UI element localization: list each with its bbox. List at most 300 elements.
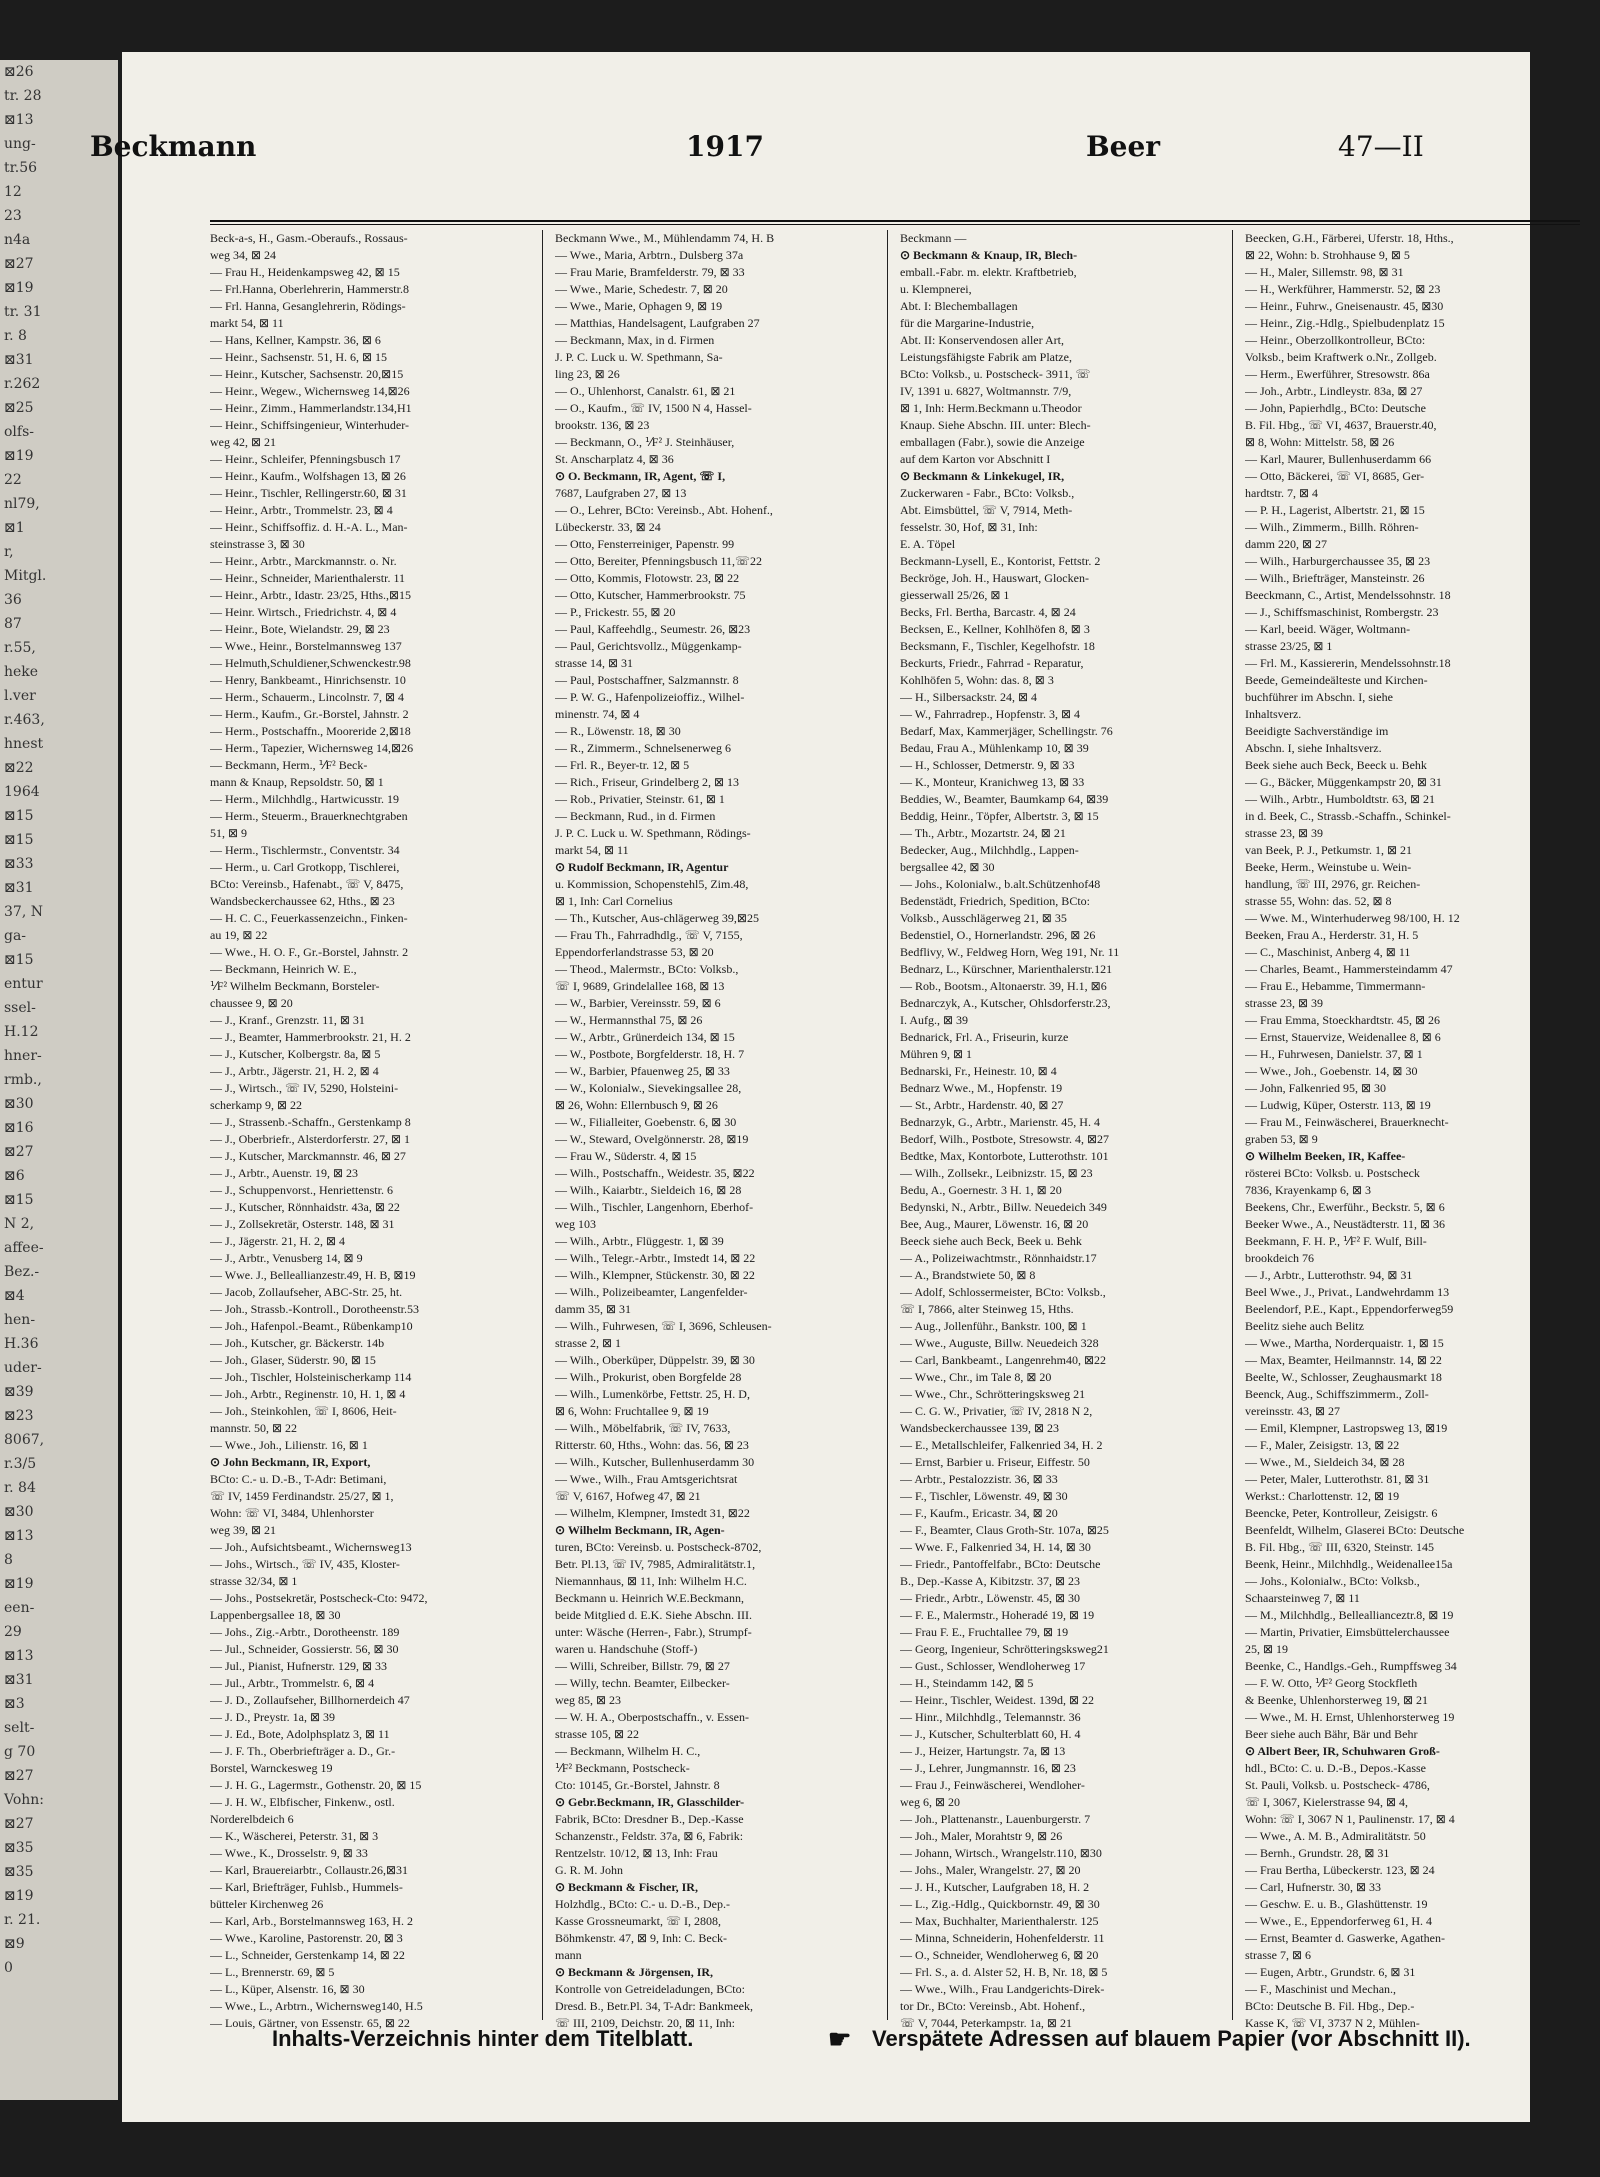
directory-entry-line: — Heinr., Schleifer, Pfenningsbusch 17: [210, 452, 401, 466]
directory-entry-line: B. Fil. Hbg., ☏ III, 6320, Steinstr. 145: [1245, 1540, 1435, 1554]
directory-entry-line: Bednarz, L., Kürschner, Marienthalerstr.121: [900, 962, 1113, 976]
directory-entry-line: weg 39, ⊠ 21: [210, 1523, 277, 1537]
directory-entry-line: Lappenbergsallee 18, ⊠ 30: [210, 1608, 341, 1622]
previous-page-fragment: H.12: [4, 1024, 39, 1040]
directory-entry-line: E. A. Töpel: [900, 537, 956, 551]
column-separator: [887, 230, 888, 2020]
directory-entry-line: — P., Frickestr. 55, ⊠ 20: [555, 605, 676, 619]
directory-entry-line: — J. H. W., Elbfischer, Finkenw., ostl.: [210, 1795, 395, 1809]
directory-entry-line: — J., Arbtr., Jägerstr. 21, H. 2, ⊠ 4: [210, 1064, 379, 1078]
directory-entry-line: — Johs., Kolonialw., b.alt.Schützenhof48: [900, 877, 1101, 891]
directory-entry-line: brookdeich 76: [1245, 1251, 1314, 1265]
directory-entry-line: — Minna, Schneiderin, Hohenfelderstr. 11: [900, 1931, 1105, 1945]
directory-entry-line: Bee, Aug., Maurer, Löwenstr. 16, ⊠ 20: [900, 1217, 1089, 1231]
previous-page-fragment: ⊠19: [4, 280, 34, 296]
previous-page-fragment: r. 21.: [4, 1912, 41, 1928]
directory-entry-line: — Heinr. Wirtsch., Friedrichstr. 4, ⊠ 4: [210, 605, 397, 619]
directory-entry-line: — Ernst, Stauervize, Weidenallee 8, ⊠ 6: [1245, 1030, 1441, 1044]
directory-entry-line: Bednarz Wwe., M., Hopfenstr. 19: [900, 1081, 1063, 1095]
previous-page-fragment: rmb.,: [4, 1072, 42, 1088]
directory-entry-line: Mühren 9, ⊠ 1: [900, 1047, 973, 1061]
previous-page-fragment: tr. 28: [4, 88, 42, 104]
directory-entry-line: — Wilh., Arbtr., Humboldtstr. 63, ⊠ 21: [1245, 792, 1436, 806]
directory-entry-line: — Wilh., Harburgerchaussee 35, ⊠ 23: [1245, 554, 1431, 568]
directory-entry-line: graben 53, ⊠ 9: [1245, 1132, 1318, 1146]
directory-entry-line: Eppendorferlandstrasse 53, ⊠ 20: [555, 945, 714, 959]
previous-page-fragment: l.ver: [4, 688, 36, 704]
directory-entry-line: — H., Schlosser, Detmerstr. 9, ⊠ 33: [900, 758, 1075, 772]
directory-entry-line: minenstr. 74, ⊠ 4: [555, 707, 640, 721]
directory-entry-line: — J., Schiffsmaschinist, Rombergstr. 23: [1245, 605, 1439, 619]
directory-entry-line: emballagen (Fabr.), sowie die Anzeige: [900, 435, 1085, 449]
directory-entry-line: Beckurts, Friedr., Fahrrad - Reparatur,: [900, 656, 1084, 670]
directory-entry-line: ⊙ O. Beckmann, IR, Agent, ☏ I,: [555, 469, 726, 483]
previous-page-fragment: affee-: [4, 1240, 44, 1256]
directory-entry-line: — J., Arbtr., Lutterothstr. 94, ⊠ 31: [1245, 1268, 1413, 1282]
directory-entry-line: — John, Falkenried 95, ⊠ 30: [1245, 1081, 1387, 1095]
directory-entry-line: fesselstr. 30, Hof, ⊠ 31, Inh:: [900, 520, 1038, 534]
directory-entry-line: — Wwe. F., Falkenried 34, H. 14, ⊠ 30: [900, 1540, 1091, 1554]
directory-entry-line: Bednarski, Fr., Heinestr. 10, ⊠ 4: [900, 1064, 1057, 1078]
directory-entry-line: ⊙ Beckmann & Jörgensen, IR,: [555, 1965, 714, 1979]
directory-entry-line: — Wwe., K., Drosselstr. 9, ⊠ 33: [210, 1846, 368, 1860]
directory-entry-line: Wohn: ☏ VI, 3484, Uhlenhorster: [210, 1506, 374, 1520]
directory-entry-line: — P. W. G., Hafenpolizeioffiz., Wilhel-: [555, 690, 745, 704]
directory-entry-line: — F. W. Otto, ⅟F² Georg Stockfleth: [1245, 1676, 1418, 1690]
directory-entry-line: — Frl. S., a. d. Alster 52, H. B, Nr. 18, ⊠ 5: [900, 1965, 1108, 1979]
directory-entry-line: BCto: Deutsche B. Fil. Hbg., Dep.-: [1245, 1999, 1415, 2013]
directory-entry-line: — L., Zig.-Hdlg., Quickbornstr. 49, ⊠ 30: [900, 1897, 1100, 1911]
directory-entry-line: ☏ IV, 1459 Ferdinandstr. 25/27, ⊠ 1,: [210, 1489, 394, 1503]
directory-entry-line: — E., Metallschleifer, Falkenried 34, H. 2: [900, 1438, 1103, 1452]
directory-entry-line: brookstr. 136, ⊠ 23: [555, 418, 650, 432]
directory-entry-line: — F., Tischler, Löwenstr. 49, ⊠ 30: [900, 1489, 1068, 1503]
previous-page-fragment: ⊠15: [4, 808, 34, 824]
directory-entry-line: beide Mitglied d. E.K. Siehe Abschn. III.: [555, 1608, 752, 1622]
directory-entry-line: — Joh., Kutscher, gr. Bäckerstr. 14b: [210, 1336, 385, 1350]
directory-entry-line: — Wilh., Kaiarbtr., Sieldeich 16, ⊠ 28: [555, 1183, 742, 1197]
directory-entry-line: — R., Zimmerm., Schnelsenerweg 6: [555, 741, 731, 755]
directory-entry-line: Knaup. Siehe Abschn. III. unter: Blech-: [900, 418, 1091, 432]
previous-page-fragment: ⊠22: [4, 760, 34, 776]
directory-entry-line: — Johs., Maler, Wrangelstr. 27, ⊠ 20: [900, 1863, 1081, 1877]
directory-entry-line: Kasse K, ☏ VI, 3737 N 2, Mühlen-: [1245, 2016, 1420, 2030]
directory-entry-line: — Wilh., Telegr.-Arbtr., Imstedt 14, ⊠ 22: [555, 1251, 756, 1265]
directory-entry-line: — Karl, Maurer, Bullenhuserdamm 66: [1245, 452, 1432, 466]
directory-entry-line: in d. Beek, C., Strassb.-Schaffn., Schinkel-: [1245, 809, 1451, 823]
previous-page-fragment: r,: [4, 544, 14, 560]
directory-entry-line: — Beckmann, Rud., in d. Firmen: [555, 809, 716, 823]
page-footer: [272, 2026, 1572, 2060]
directory-entry-line: — Heinr., Arbtr., Trommelstr. 23, ⊠ 4: [210, 503, 393, 517]
directory-entry-line: — J., Oberbriefr., Alsterdorferstr. 27, ⊠ 1: [210, 1132, 411, 1146]
previous-page-fragment: ⊠3: [4, 1696, 25, 1712]
directory-entry-line: — Wilh., Polizeibeamter, Langenfelder-: [555, 1285, 748, 1299]
directory-entry-line: weg 85, ⊠ 23: [555, 1693, 622, 1707]
header-left-keyword: Beckmann: [90, 130, 257, 163]
directory-entry-line: — F., Maschinist und Mechan.,: [1245, 1982, 1397, 1996]
directory-entry-line: — Johs., Zig.-Arbtr., Dorotheenstr. 189: [210, 1625, 400, 1639]
previous-page-fragment: ⊠31: [4, 1672, 34, 1688]
directory-entry-line: Werkst.: Charlottenstr. 12, ⊠ 19: [1245, 1489, 1400, 1503]
directory-entry-line: — J., Arbtr., Auenstr. 19, ⊠ 23: [210, 1166, 359, 1180]
previous-page-fragment: olfs-: [4, 424, 35, 440]
directory-entry-line: Betr. Pl.13, ☏ IV, 7985, Admiralitätstr.1,: [555, 1557, 756, 1571]
directory-entry-line: — Herm., Kaufm., Gr.-Borstel, Jahnstr. 2: [210, 707, 409, 721]
directory-entry-line: — R., Löwenstr. 18, ⊠ 30: [555, 724, 681, 738]
directory-entry-line: — H., Silbersackstr. 24, ⊠ 4: [900, 690, 1038, 704]
previous-page-fragment: ⊠30: [4, 1096, 34, 1112]
directory-entry-line: — Geschw. E. u. B., Glashüttenstr. 19: [1245, 1897, 1428, 1911]
directory-entry-line: — Joh., Plattenanstr., Lauenburgerstr. 7: [900, 1812, 1091, 1826]
previous-page-fragment: ⊠15: [4, 952, 34, 968]
directory-entry-line: — Wilh., Briefträger, Mansteinstr. 26: [1245, 571, 1425, 585]
directory-entry-line: — Paul, Kaffeehdlg., Seumestr. 26, ⊠23: [555, 622, 751, 636]
directory-entry-line: — Wwe., E., Eppendorferweg 61, H. 4: [1245, 1914, 1433, 1928]
directory-entry-line: — Wwe., Karoline, Pastorenstr. 20, ⊠ 3: [210, 1931, 403, 1945]
directory-entry-line: steinstrasse 3, ⊠ 30: [210, 537, 305, 551]
directory-entry-line: ⊠ 6, Wohn: Fruchtallee 9, ⊠ 19: [555, 1404, 709, 1418]
previous-page-fragment: ga-: [4, 928, 27, 944]
directory-entry-line: — Wwe., Martha, Norderquaistr. 1, ⊠ 15: [1245, 1336, 1444, 1350]
directory-entry-line: — J. F. Th., Oberbriefträger a. D., Gr.-: [210, 1744, 396, 1758]
directory-entry-line: ling 23, ⊠ 26: [555, 367, 620, 381]
previous-page-fragment: ⊠23: [4, 1408, 34, 1424]
directory-entry-line: — Wwe., Marie, Schedestr. 7, ⊠ 20: [555, 282, 728, 296]
directory-entry-line: ⊙ Albert Beer, IR, Schuhwaren Groß-: [1245, 1744, 1440, 1758]
directory-entry-line: Beelte, W., Schlosser, Zeughausmarkt 18: [1245, 1370, 1442, 1384]
previous-page-fragment: Mitgl.: [4, 568, 47, 584]
directory-entry-line: Volksb., beim Kraftwerk o.Nr., Zollgeb.: [1245, 350, 1437, 364]
previous-page-fragment: N 2,: [4, 1216, 35, 1232]
directory-entry-line: — W., Barbier, Vereinsstr. 59, ⊠ 6: [555, 996, 721, 1010]
directory-entry-line: — Wilh., Kutscher, Bullenhuserdamm 30: [555, 1455, 755, 1469]
directory-entry-line: Dresd. B., Betr.Pl. 34, T-Adr: Bankmeek,: [555, 1999, 753, 2013]
directory-entry-line: Bedtke, Max, Kontorbote, Lutterothstr. 101: [900, 1149, 1109, 1163]
directory-entry-line: Norderelbdeich 6: [210, 1812, 294, 1826]
directory-entry-line: Beecken, G.H., Färberei, Uferstr. 18, Hths.,: [1245, 231, 1454, 245]
directory-entry-line: — W., Arbtr., Grünerdeich 134, ⊠ 15: [555, 1030, 735, 1044]
directory-entry-line: — Heinr., Zig.-Hdlg., Spielbudenplatz 15: [1245, 316, 1445, 330]
previous-page-fragment: ⊠31: [4, 352, 34, 368]
directory-entry-line: Wandsbeckerchaussee 62, Hths., ⊠ 23: [210, 894, 395, 908]
directory-entry-line: — Wwe., Heinr., Borstelmannsweg 137: [210, 639, 402, 653]
footer-late-addresses-note: Verspätete Adressen auf blauem Papier (vor Abschnitt II).: [872, 2026, 1471, 2051]
directory-entry-line: ⊠ 22, Wohn: b. Strohhause 9, ⊠ 5: [1245, 248, 1410, 262]
directory-entry-line: Beeken, Frau A., Herderstr. 31, H. 5: [1245, 928, 1419, 942]
directory-entry-line: 7836, Krayenkamp 6, ⊠ 3: [1245, 1183, 1372, 1197]
directory-entry-line: Bednarick, Frl. A., Friseurin, kurze: [900, 1030, 1069, 1044]
directory-entry-line: — W., Fahrradrep., Hopfenstr. 3, ⊠ 4: [900, 707, 1081, 721]
previous-page-fragment: ⊠4: [4, 1288, 25, 1304]
directory-entry-line: Rentzelstr. 10/12, ⊠ 13, Inh: Frau: [555, 1846, 718, 1860]
directory-entry-line: — Wwe., Joh., Lilienstr. 16, ⊠ 1: [210, 1438, 368, 1452]
directory-entry-line: waren u. Handschuhe (Stoff-): [555, 1642, 698, 1656]
directory-entry-line: — Frau J., Feinwäscherei, Wendloher-: [900, 1778, 1085, 1792]
directory-entry-line: ⅟F² Beckmann, Postscheck-: [555, 1761, 690, 1775]
previous-page-fragment: selt-: [4, 1720, 35, 1736]
directory-entry-line: Niemannhaus, ⊠ 11, Inh: Wilhelm H.C.: [555, 1574, 747, 1588]
directory-entry-line: — Wilh., Postschaffn., Weidestr. 35, ⊠22: [555, 1166, 755, 1180]
previous-page-fragment: Bez.-: [4, 1264, 40, 1280]
previous-page-fragment: ⊠27: [4, 1144, 34, 1160]
previous-page-fragment: hnest: [4, 736, 44, 752]
directory-entry-line: — Max, Beamter, Heilmannstr. 14, ⊠ 22: [1245, 1353, 1442, 1367]
directory-entry-line: — Heinr., Schiffsingenieur, Winterhuder-: [210, 418, 409, 432]
directory-entry-line: ⊠ 1, Inh: Herm.Beckmann u.Theodor: [900, 401, 1082, 415]
directory-entry-line: — Rob., Privatier, Steinstr. 61, ⊠ 1: [555, 792, 725, 806]
previous-page-fragment: r.262: [4, 376, 41, 392]
directory-entry-line: — Frau H., Heidenkampsweg 42, ⊠ 15: [210, 265, 400, 279]
directory-entry-line: — Johann, Wirtsch., Wrangelstr.110, ⊠30: [900, 1846, 1102, 1860]
directory-entry-line: — Herm., Milchhdlg., Hartwicusstr. 19: [210, 792, 399, 806]
directory-entry-line: giesserwall 25/26, ⊠ 1: [900, 588, 1010, 602]
directory-entry-line: — Heinr., Schiffsoffiz. d. H.-A. L., Man-: [210, 520, 408, 534]
directory-entry-line: — J., Lehrer, Jungmannstr. 16, ⊠ 23: [900, 1761, 1076, 1775]
directory-entry-line: — Joh., Strassb.-Kontroll., Dorotheenstr.53: [210, 1302, 419, 1316]
previous-page-fragment: ⊠35: [4, 1840, 34, 1856]
directory-entry-line: Lübeckerstr. 33, ⊠ 24: [555, 520, 661, 534]
previous-page-fragment: ⊠15: [4, 1192, 34, 1208]
directory-entry-line: damm 35, ⊠ 31: [555, 1302, 632, 1316]
directory-entry-line: Becks, Frl. Bertha, Barcastr. 4, ⊠ 24: [900, 605, 1076, 619]
directory-entry-line: Ritterstr. 60, Hths., Wohn: das. 56, ⊠ 23: [555, 1438, 749, 1452]
directory-entry-line: — Ernst, Barbier u. Friseur, Eiffestr. 50: [900, 1455, 1090, 1469]
page-header: [90, 130, 1480, 170]
directory-entry-line: Leistungsfähigste Fabrik am Platze,: [900, 350, 1072, 364]
directory-entry-line: J. P. C. Luck u. W. Spethmann, Rödings-: [555, 826, 751, 840]
directory-entry-line: BCto: C.- u. D.-B., T-Adr: Betimani,: [210, 1472, 387, 1486]
directory-entry-line: ⊠ 26, Wohn: Ellernbusch 9, ⊠ 26: [555, 1098, 718, 1112]
directory-entry-line: Borstel, Warnckesweg 19: [210, 1761, 333, 1775]
directory-entry-line: — Johs., Kolonialw., BCto: Volksb.,: [1245, 1574, 1420, 1588]
directory-entry-line: — Charles, Beamt., Hammersteindamm 47: [1245, 962, 1453, 976]
directory-entry-line: — J., Kutscher, Kolbergstr. 8a, ⊠ 5: [210, 1047, 381, 1061]
directory-entry-line: — K., Wäscherei, Peterstr. 31, ⊠ 3: [210, 1829, 379, 1843]
directory-entry-line: strasse 2, ⊠ 1: [555, 1336, 622, 1350]
directory-entry-line: chaussee 9, ⊠ 20: [210, 996, 293, 1010]
directory-entry-line: strasse 105, ⊠ 22: [555, 1727, 640, 1741]
directory-entry-line: — Heinr., Arbtr., Idastr. 23/25, Hths.,⊠15: [210, 588, 412, 602]
directory-entry-line: — Wwe., M., Sieldeich 34, ⊠ 28: [1245, 1455, 1405, 1469]
directory-entry-line: — Carl, Bankbeamt., Langenrehm40, ⊠22: [900, 1353, 1107, 1367]
directory-entry-line: Beddies, W., Beamter, Baumkamp 64, ⊠39: [900, 792, 1109, 806]
directory-entry-line: St. Anscharplatz 4, ⊠ 36: [555, 452, 674, 466]
directory-entry-line: — Arbtr., Pestalozzistr. 36, ⊠ 33: [900, 1472, 1058, 1486]
directory-entry-line: Bednarczyk, A., Kutscher, Ohlsdorferstr.23,: [900, 996, 1111, 1010]
directory-entry-line: — Frau Marie, Bramfelderstr. 79, ⊠ 33: [555, 265, 745, 279]
directory-entry-line: — A., Brandstwiete 50, ⊠ 8: [900, 1268, 1036, 1282]
directory-entry-line: damm 220, ⊠ 27: [1245, 537, 1328, 551]
directory-entry-line: — Hans, Kellner, Kampstr. 36, ⊠ 6: [210, 333, 381, 347]
previous-page-fragment: 12: [4, 184, 22, 200]
directory-entry-line: — Th., Arbtr., Mozartstr. 24, ⊠ 21: [900, 826, 1066, 840]
directory-entry-line: — C., Maschinist, Anberg 4, ⊠ 11: [1245, 945, 1411, 959]
directory-entry-line: — Herm., Tapezier, Wichernsweg 14,⊠26: [210, 741, 414, 755]
header-rule-thin: [210, 224, 1580, 225]
directory-entry-line: Beck-a-s, H., Gasm.-Oberaufs., Rossaus-: [210, 231, 408, 245]
directory-entry-line: ☏ I, 7866, alter Steinweg 15, Hths.: [900, 1302, 1074, 1316]
directory-entry-line: ⊠ 1, Inh: Carl Cornelius: [555, 894, 673, 908]
directory-entry-line: Bedorf, Wilh., Postbote, Stresowstr. 4, ⊠27: [900, 1132, 1110, 1146]
directory-entry-line: — W. H. A., Oberpostschaffn., v. Essen-: [555, 1710, 749, 1724]
directory-entry-line: BCto: Vereinsb., Hafenabt., ☏ V, 8475,: [210, 877, 404, 891]
directory-entry-line: — John, Papierhdlg., BCto: Deutsche: [1245, 401, 1426, 415]
directory-entry-line: — W., Barbier, Pfauenweg 25, ⊠ 33: [555, 1064, 730, 1078]
directory-entry-line: au 19, ⊠ 22: [210, 928, 268, 942]
directory-entry-line: strasse 23, ⊠ 39: [1245, 826, 1324, 840]
directory-entry-line: — J., Kutscher, Rönnhaidstr. 43a, ⊠ 22: [210, 1200, 400, 1214]
directory-entry-line: strasse 32/34, ⊠ 1: [210, 1574, 298, 1588]
directory-entry-line: Beckmann Wwe., M., Mühlendamm 74, H. B: [555, 231, 775, 245]
previous-page-fragment: ssel-: [4, 1000, 36, 1016]
directory-entry-line: — Wwe., H. O. F., Gr.-Borstel, Jahnstr. 2: [210, 945, 409, 959]
header-rule: [210, 220, 1580, 222]
directory-entry-line: IV, 1391 u. 6827, Woltmannstr. 7/9,: [900, 384, 1072, 398]
directory-entry-line: — Henry, Bankbeamt., Hinrichsenstr. 10: [210, 673, 406, 687]
directory-entry-line: Beeke, Herm., Weinstube u. Wein-: [1245, 860, 1412, 874]
directory-entry-line: scherkamp 9, ⊠ 22: [210, 1098, 303, 1112]
directory-entry-line: — Heinr., Tischler, Rellingerstr.60, ⊠ 31: [210, 486, 407, 500]
directory-entry-line: — K., Monteur, Kranichweg 13, ⊠ 33: [900, 775, 1085, 789]
directory-entry-line: Beelendorf, P.E., Kapt., Eppendorferweg59: [1245, 1302, 1454, 1316]
directory-entry-line: — Jul., Arbtr., Trommelstr. 6, ⊠ 4: [210, 1676, 375, 1690]
directory-entry-line: — Wwe., Wilh., Frau Landgerichts-Direk-: [900, 1982, 1105, 1996]
directory-entry-line: — J. H. G., Lagermstr., Gothenstr. 20, ⊠ 15: [210, 1778, 422, 1792]
directory-entry-line: — P. H., Lagerist, Albertstr. 21, ⊠ 15: [1245, 503, 1425, 517]
directory-entry-line: — Georg, Ingenieur, Schrötteringsksweg21: [900, 1642, 1109, 1656]
previous-page-fragment: ung-: [4, 136, 36, 152]
directory-entry-line: emball.-Fabr. m. elektr. Kraftbetrieb,: [900, 265, 1077, 279]
previous-page-fragment: 8: [4, 1552, 13, 1568]
directory-entry-line: u. Kommission, Schopenstehl5, Zim.48,: [555, 877, 749, 891]
directory-entry-line: strasse 14, ⊠ 31: [555, 656, 634, 670]
directory-entry-line: — Karl, Brauereiarbtr., Collaustr.26,⊠31: [210, 1863, 409, 1877]
directory-entry-line: ⊙ Beckmann & Fischer, IR,: [555, 1880, 698, 1894]
directory-entry-line: ⊙ Wilhelm Beeken, IR, Kaffee-: [1245, 1149, 1406, 1163]
previous-page-fragment: ⊠19: [4, 1888, 34, 1904]
directory-entry-line: — H. C. C., Feuerkassenzeichn., Finken-: [210, 911, 408, 925]
previous-page-fragment: 22: [4, 472, 22, 488]
previous-page-fragment: ⊠25: [4, 400, 34, 416]
directory-entry-line: Schanzenstr., Feldstr. 37a, ⊠ 6, Fabrik:: [555, 1829, 744, 1843]
directory-entry-line: — Aug., Jollenführ., Bankstr. 100, ⊠ 1: [900, 1319, 1087, 1333]
directory-entry-line: — L., Brennerstr. 69, ⊠ 5: [210, 1965, 335, 1979]
previous-page-fragment: ⊠27: [4, 1816, 34, 1832]
directory-entry-line: Beer siehe auch Bähr, Bär und Behr: [1245, 1727, 1418, 1741]
directory-entry-line: — Herm., Steuerm., Brauerknechtgraben: [210, 809, 408, 823]
directory-entry-line: turen, BCto: Vereinsb. u. Postscheck-8702,: [555, 1540, 762, 1554]
directory-entry-line: — Otto, Kutscher, Hammerbrookstr. 75: [555, 588, 746, 602]
directory-entry-line: — Wwe., Chr., im Tale 8, ⊠ 20: [900, 1370, 1052, 1384]
directory-entry-line: — Wilh., Zimmerm., Billh. Röhren-: [1245, 520, 1419, 534]
directory-entry-line: — Heinr., Wegew., Wichernsweg 14,⊠26: [210, 384, 410, 398]
directory-entry-line: — Wwe., Maria, Arbtrn., Dulsberg 37a: [555, 248, 744, 262]
directory-entry-line: bütteler Kirchenweg 26: [210, 1897, 324, 1911]
directory-entry-line: — Wilh., Arbtr., Flüggestr. 1, ⊠ 39: [555, 1234, 724, 1248]
directory-entry-line: rösterei BCto: Volksb. u. Postscheck: [1245, 1166, 1420, 1180]
page-number: 47—II: [1338, 130, 1424, 163]
directory-entry-line: — Th., Kutscher, Aus-chlägerweg 39,⊠25: [555, 911, 759, 925]
directory-entry-line: ☏ V, 6167, Hofweg 47, ⊠ 21: [555, 1489, 701, 1503]
directory-entry-line: — Wwe., Wilh., Frau Amtsgerichtsrat: [555, 1472, 738, 1486]
directory-entry-line: weg 6, ⊠ 20: [900, 1795, 961, 1809]
directory-entry-line: — F., Maler, Zeisigstr. 13, ⊠ 22: [1245, 1438, 1400, 1452]
directory-entry-line: bergsallee 42, ⊠ 30: [900, 860, 995, 874]
directory-entry-line: strasse 7, ⊠ 6: [1245, 1948, 1312, 1962]
directory-entry-line: — Heinr., Zimm., Hammerlandstr.134,H1: [210, 401, 412, 415]
directory-entry-line: ☏ III, 2109, Deichstr. 20, ⊠ 11, Inh:: [555, 2016, 735, 2030]
previous-page-fragment: 36: [4, 592, 22, 608]
previous-page-fragment: een-: [4, 1600, 35, 1616]
directory-entry-line: — F. E., Malermstr., Hoheradé 19, ⊠ 19: [900, 1608, 1095, 1622]
directory-entry-line: hdl., BCto: C. u. D.-B., Depos.-Kasse: [1245, 1761, 1426, 1775]
directory-entry-line: — Wilh., Zollsekr., Leibnizstr. 15, ⊠ 23: [900, 1166, 1093, 1180]
directory-entry-line: — Beckmann, Herm., ⅟F² Beck-: [210, 758, 368, 772]
directory-entry-line: buchführer im Abschn. I, siehe: [1245, 690, 1393, 704]
directory-entry-line: — J., Zollsekretär, Osterstr. 148, ⊠ 31: [210, 1217, 395, 1231]
directory-entry-line: — H., Werkführer, Hammerstr. 52, ⊠ 23: [1245, 282, 1441, 296]
directory-entry-line: Beenck, Aug., Schiffszimmerm., Zoll-: [1245, 1387, 1429, 1401]
directory-entry-line: Abt. I: Blechemballagen: [900, 299, 1018, 313]
column-separator: [542, 230, 543, 2020]
previous-page-fragment: ⊠19: [4, 1576, 34, 1592]
directory-entry-line: Beekens, Chr., Ewerführ., Beckstr. 5, ⊠ 6: [1245, 1200, 1445, 1214]
directory-entry-line: — Joh., Steinkohlen, ☏ I, 8606, Heit-: [210, 1404, 397, 1418]
previous-page-fragment: 23: [4, 208, 22, 224]
previous-page-fragment: tr.56: [4, 160, 38, 176]
directory-entry-line: — Heinr., Oberzollkontrolleur, BCto:: [1245, 333, 1426, 347]
directory-entry-line: strasse 23/25, ⊠ 1: [1245, 639, 1333, 653]
directory-entry-line: — Frau Th., Fahrradhdlg., ☏ V, 7155,: [555, 928, 743, 942]
directory-entry-line: — Rob., Bootsm., Altonaerstr. 39, H.1, ⊠6: [900, 979, 1107, 993]
directory-entry-line: — Frau Bertha, Lübeckerstr. 123, ⊠ 24: [1245, 1863, 1435, 1877]
directory-entry-line: — Beckmann, O., ⅟F² J. Steinhäuser,: [555, 435, 735, 449]
directory-entry-line: mann: [555, 1948, 582, 1962]
directory-entry-line: Beckmann-Lysell, E., Kontorist, Fettstr. 2: [900, 554, 1101, 568]
directory-entry-line: — Otto, Bäckerei, ☏ VI, 8685, Ger-: [1245, 469, 1425, 483]
directory-entry-line: — Heinr., Arbtr., Marckmannstr. o. Nr.: [210, 554, 397, 568]
directory-entry-line: — Matthias, Handelsagent, Laufgraben 27: [555, 316, 760, 330]
previous-page-fragment: n4a: [4, 232, 31, 248]
previous-page-fragment: 1964: [4, 784, 40, 800]
directory-entry-line: — H., Fuhrwesen, Danielstr. 37, ⊠ 1: [1245, 1047, 1423, 1061]
previous-page-fragment: r.3/5: [4, 1456, 37, 1472]
previous-page-fragment: 87: [4, 616, 22, 632]
directory-entry-line: — Heinr., Bote, Wielandstr. 29, ⊠ 23: [210, 622, 390, 636]
directory-entry-line: Beede, Gemeindeälteste und Kirchen-: [1245, 673, 1428, 687]
footer-index-note: Inhalts-Verzeichnis hinter dem Titelblatt.: [272, 2026, 694, 2051]
directory-entry-line: Beekmann, F. H. P., ⅟F² F. Wulf, Bill-: [1245, 1234, 1427, 1248]
directory-entry-line: — J., Jägerstr. 21, H. 2, ⊠ 4: [210, 1234, 346, 1248]
directory-entry-line: — J., Heizer, Hartungstr. 7a, ⊠ 13: [900, 1744, 1066, 1758]
previous-page-fragment: uder-: [4, 1360, 42, 1376]
directory-entry-line: Beddig, Heinr., Töpfer, Albertstr. 3, ⊠ 15: [900, 809, 1099, 823]
previous-page-edge: [0, 60, 118, 2100]
directory-entry-line: Beelitz siehe auch Belitz: [1245, 1319, 1364, 1333]
directory-entry-line: — J., Wirtsch., ☏ IV, 5290, Holsteini-: [210, 1081, 399, 1095]
previous-page-fragment: 29: [4, 1624, 22, 1640]
directory-entry-line: ⊙ John Beckmann, IR, Export,: [210, 1455, 371, 1469]
directory-entry-line: — Frl. Hanna, Gesanglehrerin, Rödings-: [210, 299, 406, 313]
directory-entry-line: 25, ⊠ 19: [1245, 1642, 1289, 1656]
directory-entry-line: — Frl.Hanna, Oberlehrerin, Hammerstr.8: [210, 282, 409, 296]
directory-entry-line: — Wilh., Oberküper, Düppelstr. 39, ⊠ 30: [555, 1353, 755, 1367]
previous-page-fragment: hen-: [4, 1312, 36, 1328]
directory-entry-line: — Ernst, Beamter d. Gaswerke, Agathen-: [1245, 1931, 1445, 1945]
directory-entry-line: Bedynski, N., Arbtr., Billw. Neuedeich 349: [900, 1200, 1107, 1214]
directory-entry-line: — Max, Buchhalter, Marienthalerstr. 125: [900, 1914, 1099, 1928]
